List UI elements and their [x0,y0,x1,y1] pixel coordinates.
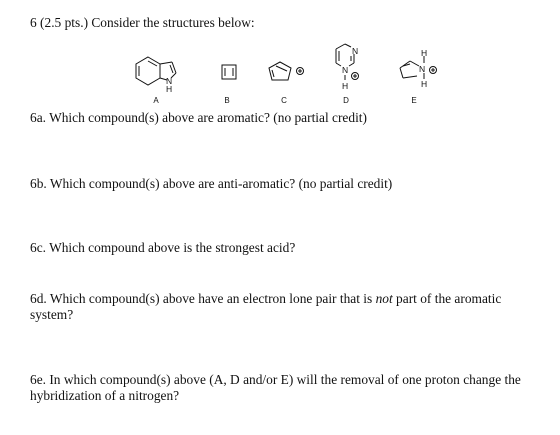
pyrimidine-n1-label: N [352,46,359,56]
pyrrolium-n-label: N [419,64,426,74]
cyclobutadiene-structure [222,65,236,79]
question-6c: 6c. Which compound above is the strongest acid? [30,240,296,255]
pyrimidine-n2-label: N [342,65,349,75]
question-header: 6 (2.5 pts.) Consider the structures below: [30,15,255,30]
structure-label-e: E [411,96,417,105]
question-6a: 6a. Which compound(s) above are aromatic? (no partial credit) [30,110,367,125]
question-6d-emphasis: not [375,291,393,306]
structure-label-d: D [343,96,349,105]
pyrrolium-h2-label: H [421,79,428,89]
question-6d-text-end: part of the aromatic system? [30,291,502,322]
question-6d-text-start: 6d. Which compound(s) above have an electron lone pair that is [30,291,376,306]
question-6d [30,291,540,323]
structure-label-b: B [224,96,230,105]
indole-h-label: H [166,84,173,94]
pyrrolium-h1-label: H [421,48,428,58]
question-6b: 6b. Which compound(s) above are anti-aromatic? (no partial credit) [30,176,393,191]
structure-label-c: C [281,96,287,105]
question-6e: 6e. In which compound(s) above (A, D and/or E) will the removal of one proton change the hybridization of a nitrogen? [30,372,521,403]
structures-figure [0,0,560,110]
indole-n-label: N [166,76,173,86]
cyclopentadienyl-cation-structure [269,62,304,80]
pyrimidine-h-label: H [342,81,349,91]
structure-label-a: A [153,96,159,105]
